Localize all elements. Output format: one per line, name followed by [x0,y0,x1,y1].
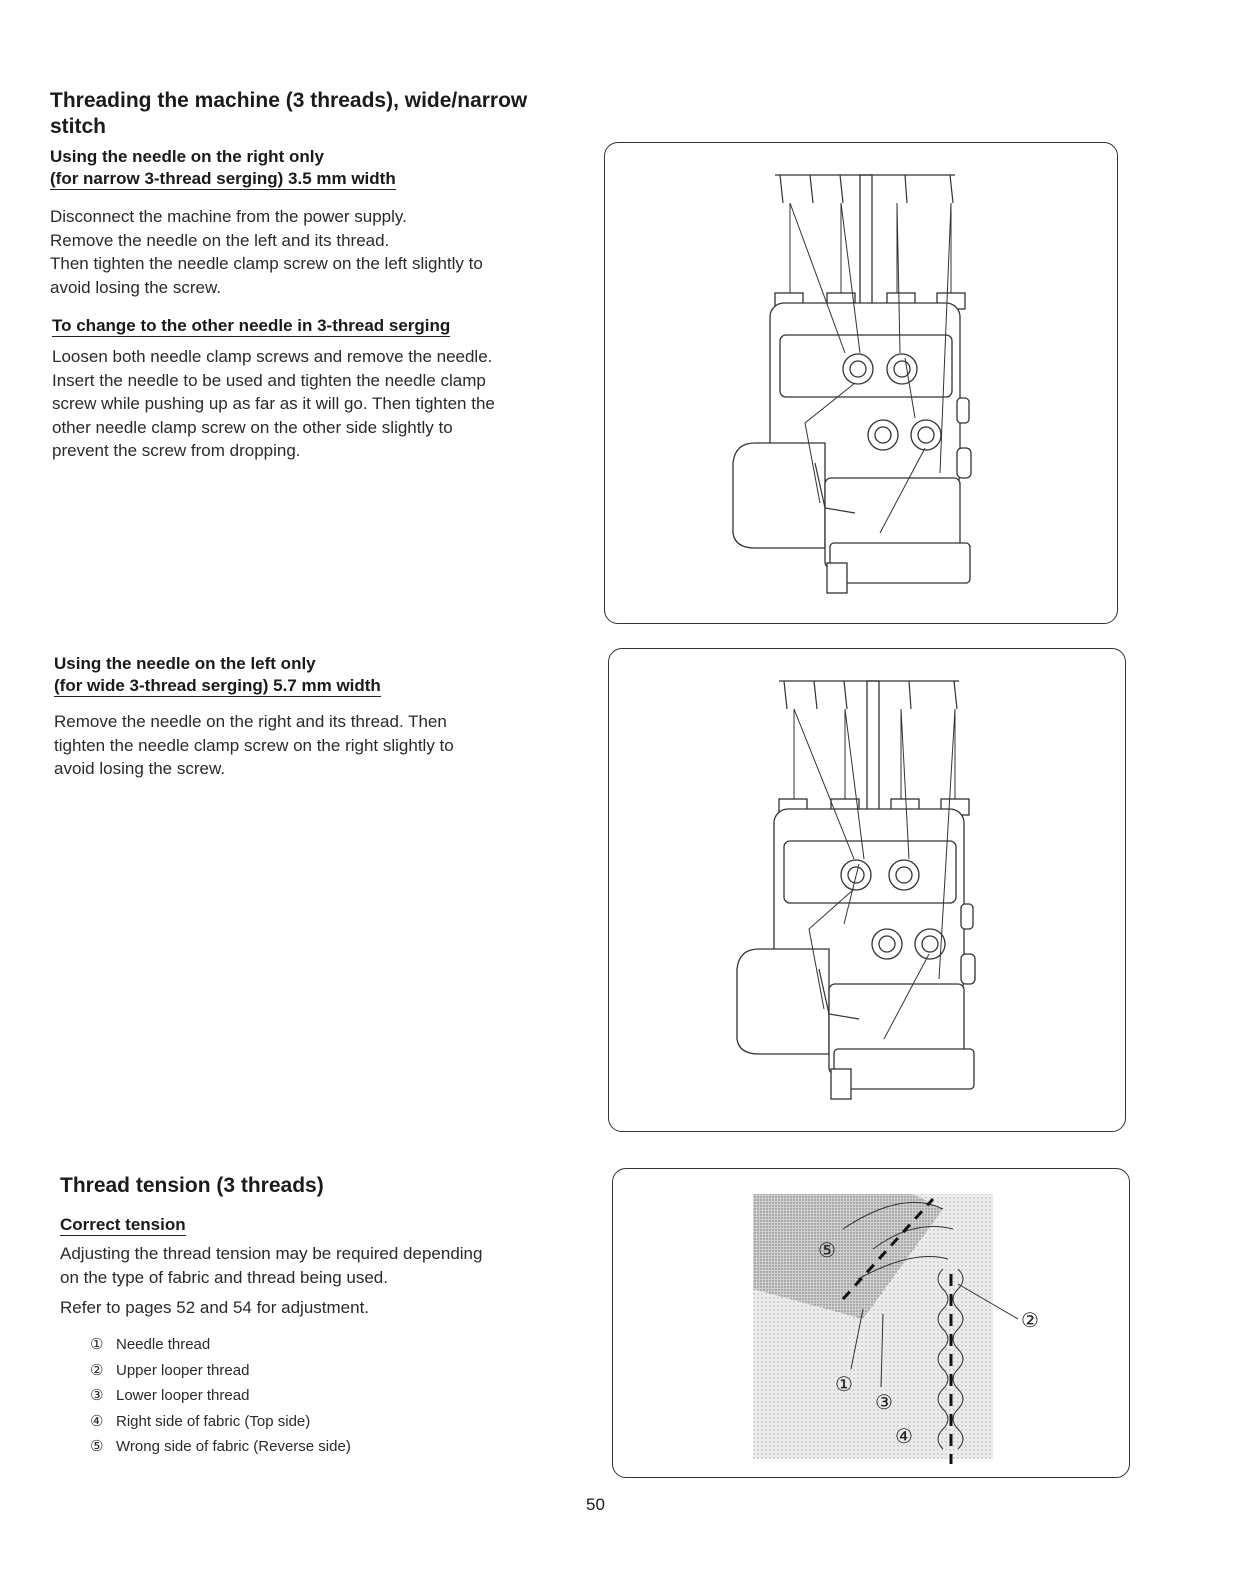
subheading-left-needle: Using the needle on the left only (for wide 3-thread serging) 5.7 mm width [54,654,381,695]
subheading-change-needle: To change to the other needle in 3-thread serging [52,316,451,335]
paragraph-tension: Adjusting the thread tension may be required depending on the type of fabric and thread being used. [60,1244,483,1287]
figure-frame-left-needle [608,648,1126,1132]
refer-pages-text: Refer to pages 52 and 54 for adjustment. [60,1298,370,1317]
legend-item: ③ Lower looper thread [90,1387,250,1404]
serger-diagram-left-needle [609,649,1125,1131]
legend-item: ① Needle thread [90,1336,211,1353]
paragraph-left-needle: Remove the needle on the right and its thread. Then tighten the needle clamp screw on the right slightly to avoid losing the screw. [54,712,454,778]
serger-diagram-right-needle [605,143,1117,623]
callout-4: ④ [895,1424,913,1448]
tension-legend [90,1332,351,1460]
section-title-threading: Threading the machine (3 threads), wide/narrow stitch [50,89,528,138]
subheading-correct-tension: Correct tension [60,1215,186,1234]
callout-2: ② [1021,1308,1039,1332]
legend-item: ⑤ Wrong side of fabric (Reverse side) [90,1438,351,1455]
figure-frame-tension [612,1168,1130,1478]
fabric-illustration [753,1194,1018,1464]
section-title-thread-tension: Thread tension (3 threads) [60,1174,324,1197]
paragraph-right-needle: Disconnect the machine from the power supply. Remove the needle on the left and its thread. Then tighten the needle clamp screw on the left slightly to avoid losing the screw. [50,207,483,297]
subheading-right-needle: Using the needle on the right only (for narrow 3-thread serging) 3.5 mm width [50,147,396,188]
paragraph-change-needle: Loosen both needle clamp screws and remove the needle. Insert the needle to be used and tighten the needle clamp screw while pushing up as far as it will go. Then tighten the other needle clamp screw on the other side slightly to prevent the screw from dropping. [52,347,495,460]
legend-item: ④ Right side of fabric (Top side) [90,1412,311,1430]
stitch-tension-diagram [613,1169,1129,1477]
callout-1: ① [835,1372,853,1396]
serger-machine-illustration [737,681,975,1099]
figure-frame-right-needle [604,142,1118,624]
callout-5: ⑤ [818,1238,836,1262]
serger-machine-illustration [733,175,971,593]
page-number: 50 [586,1495,605,1514]
legend-item: ② Upper looper thread [90,1361,250,1379]
callout-3: ③ [875,1390,893,1414]
